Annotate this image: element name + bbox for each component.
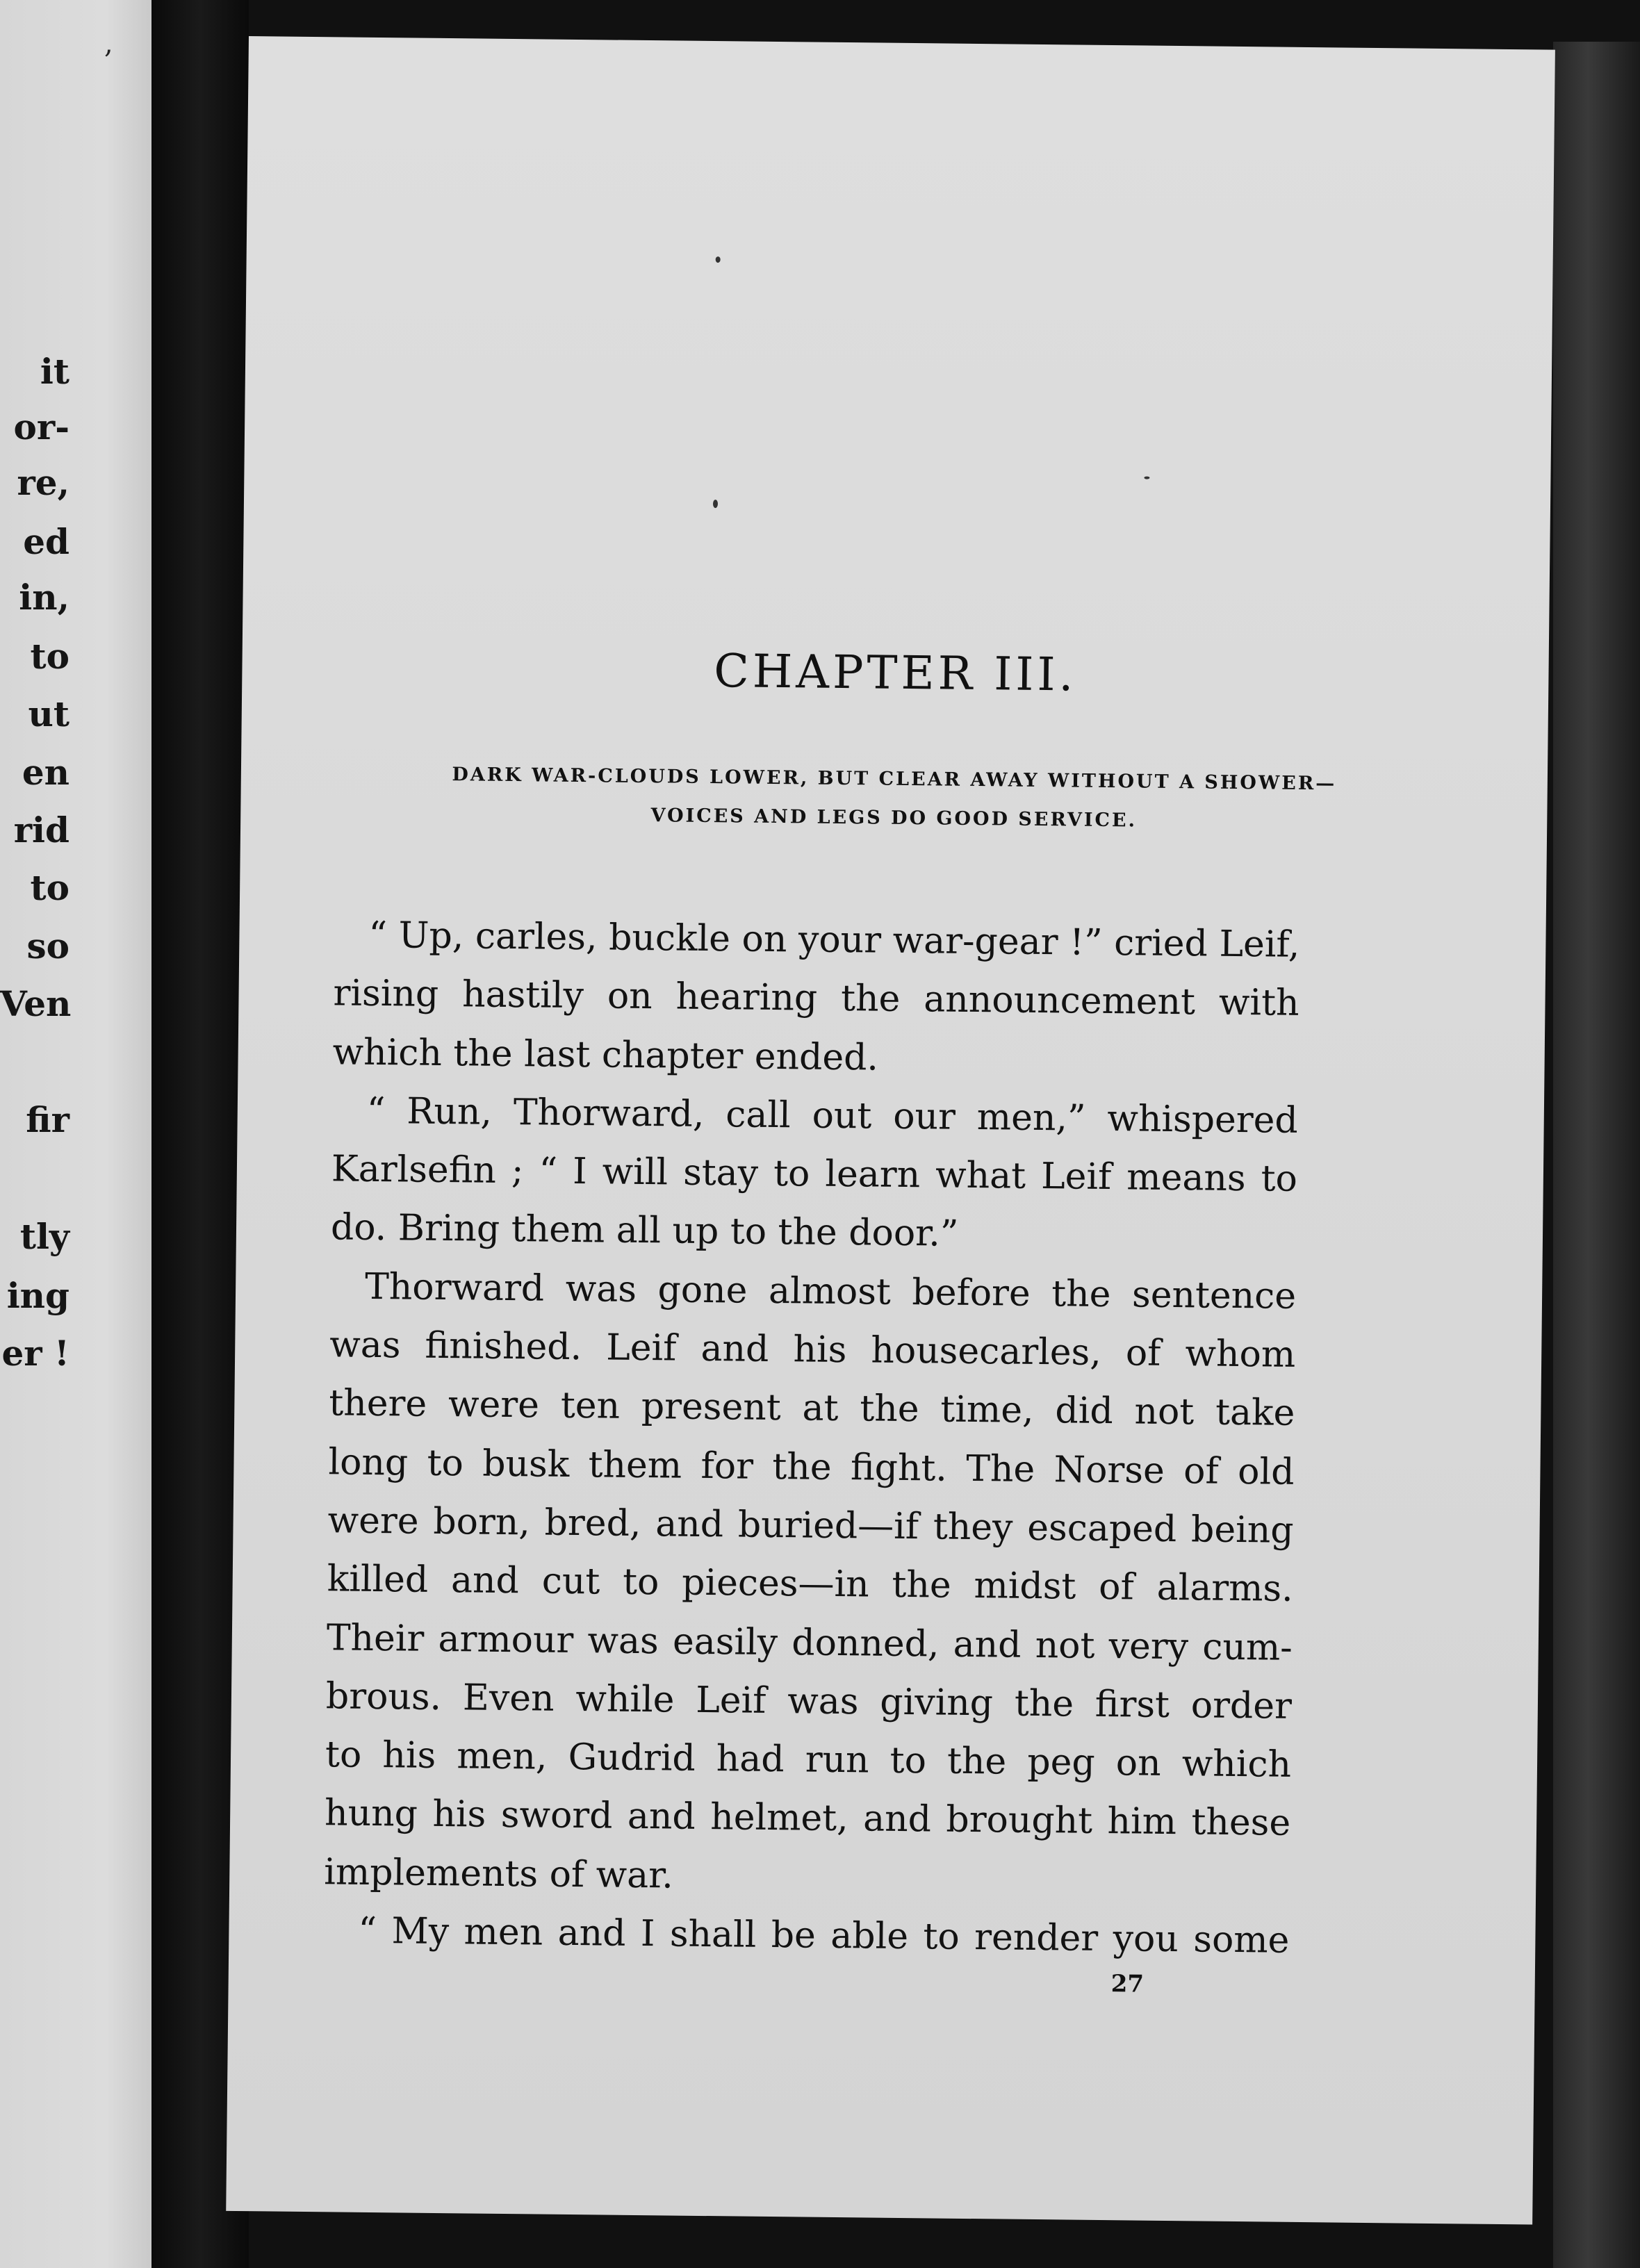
text-line: do. Bring them all up to the door.” (330, 1206, 959, 1256)
chapter-subtitle-line-2: VOICES AND LEGS DO GOOD SERVICE. (650, 805, 1138, 832)
left-page-fragment: in, (19, 577, 69, 618)
page-edge-shadow (1553, 42, 1640, 2268)
text-line: implements of war. (324, 1851, 674, 1897)
left-page-fragment: to (30, 867, 69, 908)
text-line: Thorward was gone almost before the sentence (364, 1265, 1297, 1317)
paper-speck (713, 500, 718, 508)
chapter-subtitle-line-1: DARK WAR-CLOUDS LOWER, BUT CLEAR AWAY WITHOUT A SHOWER— (452, 764, 1337, 795)
text-line: rising hastily on hearing the announcement with (333, 972, 1299, 1025)
paper-speck (1144, 477, 1149, 479)
left-page-fragment: en (22, 752, 69, 793)
left-page-fragment: ut (28, 693, 69, 734)
page-number: 27 (1110, 1970, 1145, 1998)
page-mark: , (104, 28, 113, 60)
left-page-fragment: rid (13, 810, 69, 850)
text-line: were born, bred, and buried—if they escaped being (327, 1499, 1294, 1552)
left-page-fragment: so (26, 926, 69, 967)
text-line: Their armour was easily donned, and not very cum- (326, 1616, 1293, 1669)
left-page-fragment: tly (19, 1216, 69, 1257)
left-page-fragment: re, (17, 462, 69, 503)
text-line: there were ten present at the time, did not take (329, 1382, 1295, 1435)
text-line: was finished. Leif and his housecarles, of whom (329, 1324, 1296, 1376)
text-line: brous. Even while Leif was giving the first order (325, 1675, 1293, 1727)
body-text (323, 905, 1300, 1970)
chapter-title: CHAPTER III. (713, 644, 1077, 702)
text-line: hung his sword and helmet, and brought him these (324, 1792, 1291, 1845)
text-line: to his men, Gudrid had run to the peg on which (325, 1734, 1292, 1786)
text-line: “ My men and I shall be able to render you some (358, 1909, 1290, 1962)
left-page-fragment: to (30, 636, 69, 677)
text-line: Karlsefin ; “ I will stay to learn what Leif means to (331, 1148, 1298, 1201)
left-page-fragment: Ven (0, 983, 72, 1024)
paper-speck (716, 256, 721, 263)
left-page-fragment: fir (26, 1099, 69, 1140)
left-page-fragment: ing (6, 1275, 69, 1316)
left-page-fragment: or- (13, 406, 69, 447)
text-line: “ Run, Thorward, call out our men,” whispered (366, 1090, 1299, 1142)
left-page-fragment: it (40, 351, 69, 392)
text-line: long to busk them for the fight. The Norse of old (328, 1440, 1295, 1493)
left-page-fragment: ed (23, 521, 69, 562)
left-facing-page (0, 0, 151, 2268)
text-line: which the last chapter ended. (332, 1030, 879, 1079)
text-line: killed and cut to pieces—in the midst of alarms. (327, 1558, 1293, 1611)
right-page (226, 36, 1555, 2225)
text-line: “ Up, carles, buckle on your war-gear !” cried Leif, (368, 914, 1300, 966)
left-page-fragment: er ! (1, 1333, 69, 1374)
